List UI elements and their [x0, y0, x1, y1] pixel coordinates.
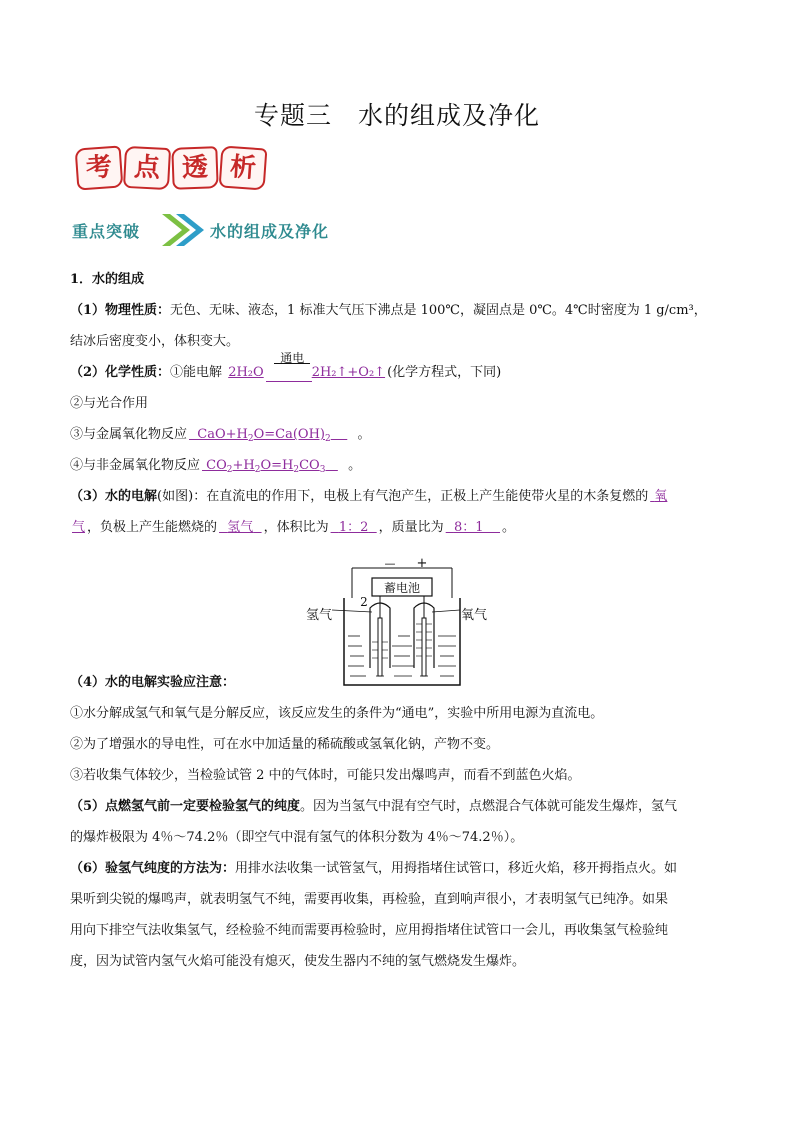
eq-condition: 通电 — [280, 351, 305, 365]
nonmetal-oxide-reaction — [70, 450, 730, 481]
section-label-right: 水的组成及净化 — [210, 222, 330, 241]
electrolysis-apparatus-diagram — [302, 558, 502, 688]
answer: $CaO+H_2O=Ca(OH)_2$ — [189, 427, 331, 444]
text: 。因为当氢气中混有空气时，点燃混合气体就可能发生爆炸，氢气 — [300, 799, 678, 814]
physical-properties-cont: 结冰后密度变小，体积变大。 — [70, 334, 240, 349]
text: ④与非金属氧化物反应 — [70, 458, 201, 473]
page-title: 专题三 水的组成及净化 — [253, 101, 540, 130]
note-3: ③若收集气体较少，当检验试管 2 中的气体时，可能只发出爆鸣声，而看不到蓝色火焰。 — [70, 768, 581, 783]
badge-char: 析 — [219, 145, 268, 190]
metal-oxide-reaction — [70, 419, 730, 450]
badge-char: 透 — [171, 146, 218, 190]
text: 。 — [502, 520, 516, 535]
minus-sign: — — [384, 558, 396, 570]
kaodian-badge — [76, 147, 266, 189]
purity-check — [70, 791, 730, 822]
answer-volume-ratio — [329, 520, 379, 535]
eq-right: 2H₂↑+O₂↑ — [311, 365, 386, 380]
section-label-left: 重点突破 — [72, 222, 141, 241]
answer-text: 8：1 — [453, 520, 484, 535]
purity-method-cont-1: 果听到尖锐的爆鸣声，就表明氢气不纯，需要再收集，再检验，直到响声很小，才表明氢气已纯净。如果 — [70, 892, 669, 907]
label: （3）水的电解 — [70, 489, 158, 504]
answer-text: 1：2 — [338, 520, 369, 535]
text: (化学方程式，下同) — [387, 365, 502, 380]
electrolysis-desc-cont — [70, 512, 730, 543]
eq-left: 2H₂O — [228, 365, 264, 380]
battery-label: 蓄电池 — [383, 581, 421, 595]
section-header — [72, 210, 372, 250]
label: （5）点燃氢气前一定要检验氢气的纯度 — [70, 799, 301, 814]
answer-text: 氢气 — [227, 520, 254, 535]
text: ，负极上产生能燃烧的 — [87, 520, 218, 535]
electrolysis-equation — [226, 351, 387, 388]
label: （1）物理性质： — [70, 303, 171, 318]
note-2: ②为了增强水的导电性，可在水中加适量的稀硫酸或氢氧化钠，产物不变。 — [70, 737, 500, 752]
plus-sign: + — [416, 558, 428, 571]
hydrogen-label: 氢气 — [306, 608, 333, 623]
text: 无色、无味、液态，1 标准大气压下沸点是 100℃，凝固点是 0℃。4℃时密度为 1 g/cm³， — [170, 303, 707, 318]
answer-mass-ratio — [444, 520, 502, 535]
purity-method-cont-3: 度，因为试管内氢气火焰可能没有熄灭，使发生器内不纯的氢气燃烧发生爆炸。 — [70, 954, 526, 969]
tube-number: 2 — [360, 595, 368, 609]
badge-char: 考 — [75, 145, 124, 190]
eq-underline — [266, 381, 312, 382]
answer-oxygen-b: 气 — [72, 520, 86, 535]
photosynthesis: ②与光合作用 — [70, 396, 149, 411]
answer-text: 氧 — [654, 489, 668, 504]
electrolysis-desc — [70, 481, 730, 512]
answer-oxygen-a — [648, 489, 669, 504]
badge-char: 点 — [123, 146, 171, 190]
text: (如图)：在直流电的作用下，电极上有气泡产生，正极上产生能使带火星的木条复燃的 — [157, 489, 649, 504]
purity-method-cont-2: 用向下排空气法收集氢气，经检验不纯而需要再检验时，应用拇指堵住试管口一会儿，再收集氢气检验纯 — [70, 923, 669, 938]
electrolysis-notes-heading: （4）水的电解实验应注意： — [70, 675, 236, 690]
note-1: ①水分解成氢气和氧气是分解反应，该反应发生的条件为“通电”，实验中所用电源为直流电。 — [70, 706, 604, 721]
text: ，质量比为 — [378, 520, 444, 535]
purity-check-cont: 的爆炸极限为 4％～74.2％（即空气中混有氢气的体积分数为 4％～74.2％）。 — [70, 830, 524, 845]
answer: $CO_2+H_2O=H_2CO_3$ — [202, 458, 326, 475]
text: ①能电解 — [170, 365, 223, 380]
text: 用排水法收集一试管氢气，用拇指堵住试管口，移近火焰，移开拇指点火。如 — [235, 861, 678, 876]
heading-water-composition: 1．水的组成 — [70, 272, 145, 287]
chemical-properties — [70, 351, 730, 388]
purity-method — [70, 853, 730, 884]
oxygen-label: 氧气 — [461, 608, 488, 623]
double-chevron-icon — [158, 210, 208, 250]
text: 。 — [357, 427, 371, 442]
text: ③与金属氧化物反应 — [70, 427, 188, 442]
text: 。 — [348, 458, 362, 473]
label: （6）验氢气纯度的方法为： — [70, 861, 236, 876]
eq-bar — [274, 363, 310, 364]
label: （2）化学性质： — [70, 365, 171, 380]
physical-properties — [70, 295, 730, 326]
text: ，体积比为 — [263, 520, 329, 535]
answer-hydrogen — [217, 520, 264, 535]
